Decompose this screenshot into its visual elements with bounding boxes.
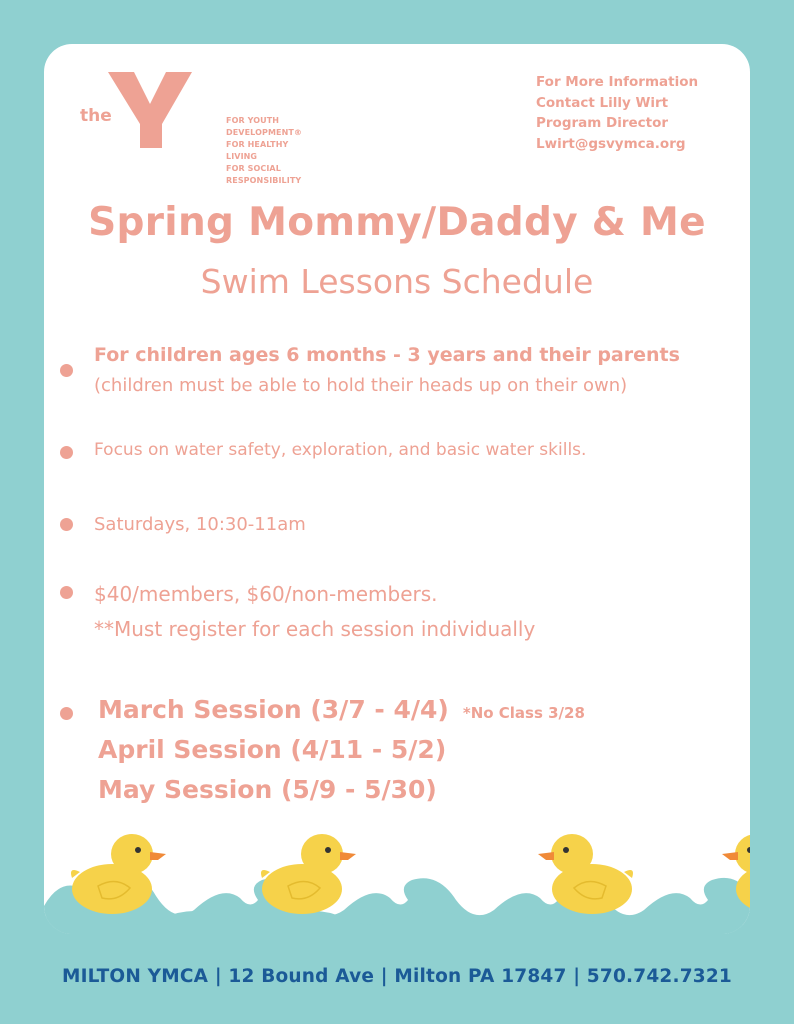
page-subtitle: Swim Lessons Schedule xyxy=(200,262,594,301)
tagline-line: FOR YOUTH DEVELOPMENT® xyxy=(226,116,303,137)
focus-text: Focus on water safety, exploration, and basic water skills. xyxy=(94,440,587,460)
rubber-duck-icon xyxy=(538,834,633,914)
session-label: May Session (5/9 - 5/30) xyxy=(98,775,437,804)
ymca-logo xyxy=(80,66,320,185)
ages-text: For children ages 6 months - 3 years and their parents xyxy=(94,344,680,366)
footer-address: MILTON YMCA | 12 Bound Ave | Milton PA 17847 | 570.742.7321 xyxy=(61,966,732,987)
session-label: March Session (3/7 - 4/4) xyxy=(98,695,449,724)
tagline-line: FOR SOCIAL RESPONSIBILITY xyxy=(226,164,302,185)
session-item xyxy=(98,695,585,724)
bullet-dot xyxy=(60,446,73,459)
ymca-y-icon xyxy=(104,68,194,152)
bullet-dot xyxy=(60,707,73,720)
session-item xyxy=(98,775,437,804)
contact-role: Program Director xyxy=(536,115,669,131)
register-note: **Must register for each session individually xyxy=(94,617,536,641)
logo-the-text: the xyxy=(80,106,112,126)
contact-email: Lwirt@gsvymca.org xyxy=(536,135,686,152)
tagline-line: FOR HEALTHY LIVING xyxy=(226,140,289,161)
session-item xyxy=(98,735,446,764)
bullet-dot xyxy=(60,364,73,377)
contact-info xyxy=(536,72,698,154)
rubber-duck-icon xyxy=(261,834,356,914)
ymca-mark-text: YMCA xyxy=(172,119,187,141)
bullet-dot xyxy=(60,586,73,599)
session-label: April Session (4/11 - 5/2) xyxy=(98,735,447,764)
session-note: *No Class 3/28 xyxy=(462,704,585,722)
logo-tagline xyxy=(226,115,320,187)
page-title: Spring Mommy/Daddy & Me xyxy=(88,200,706,245)
contact-line: For More Information xyxy=(536,74,699,90)
ages-note: (children must be able to hold their heads up on their own) xyxy=(94,375,628,396)
contact-name: Contact Lilly Wirt xyxy=(536,94,669,111)
flyer-card xyxy=(44,44,750,934)
time-text: Saturdays, 10:30-11am xyxy=(94,514,306,535)
wave-decoration xyxy=(44,814,750,934)
bullet-dot xyxy=(60,518,73,531)
price-text: $40/members, $60/non-members. xyxy=(94,582,438,606)
